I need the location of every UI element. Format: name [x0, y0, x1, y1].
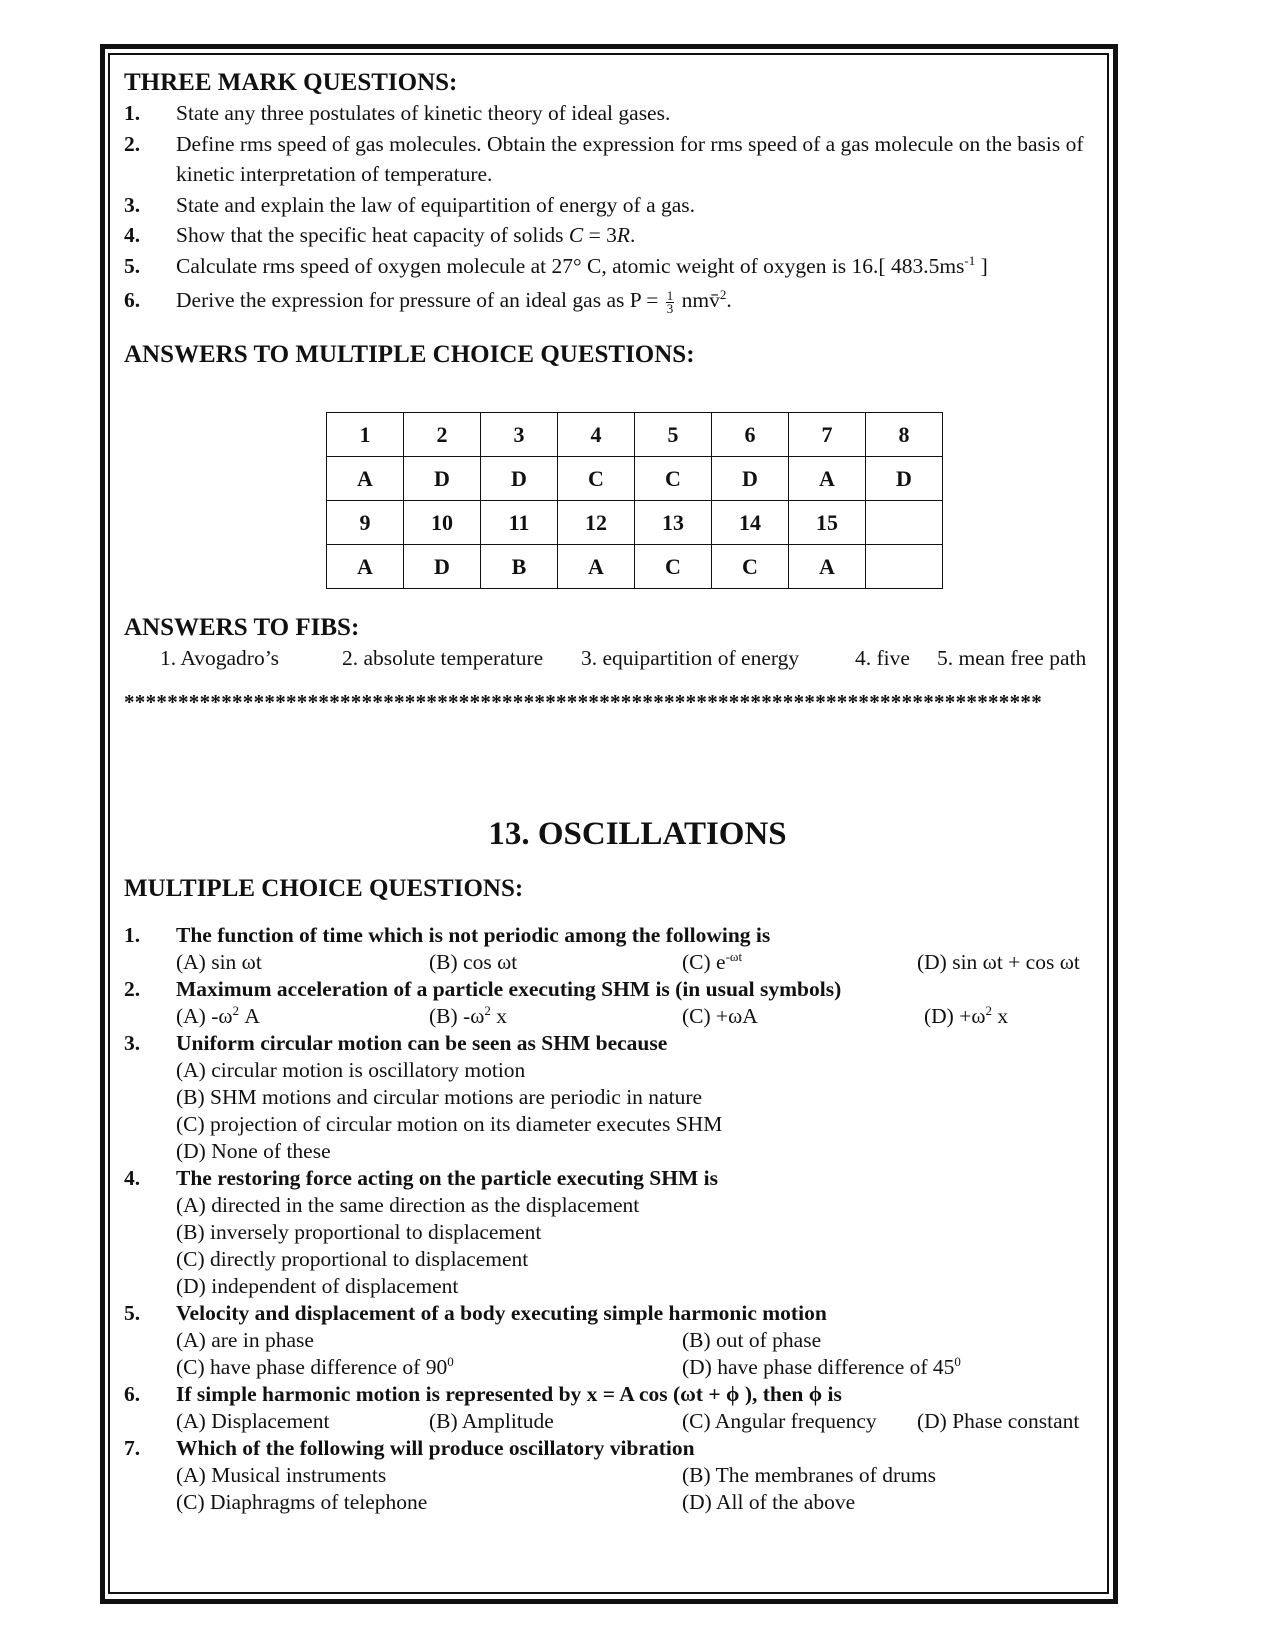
mcq-answers-heading: ANSWERS TO MULTIPLE CHOICE QUESTIONS:	[124, 340, 695, 368]
question-4: 4. Show that the specific heat capacity of solids C = 3R.	[124, 223, 636, 247]
three-mark-section	[124, 68, 1094, 370]
fib-answer: 4. five	[855, 646, 910, 670]
table-row: A D B A C C A	[327, 545, 943, 589]
table-row: 1 2 3 4 5 6 7 8	[327, 413, 943, 457]
fraction-one-third: $\frac{1}{3}$	[666, 287, 674, 316]
chapter-title: 13. OSCILLATIONS	[488, 816, 787, 852]
list-item: 2. Maximum acceleration of a particle executing SHM is (in usual symbols)	[124, 977, 842, 1001]
table-row: A D D C C D A D	[327, 457, 943, 501]
three-mark-heading: THREE MARK QUESTIONS:	[124, 69, 458, 96]
fib-answer: 5. mean free path	[937, 646, 1087, 670]
list-item: 1. The function of time which is not periodic among the following is	[124, 923, 771, 947]
mcq-answers-table	[326, 412, 943, 589]
mcq-list: 1. The function of time which is not periodic among the following is (A) sin ωt (B) cos ωt (C) $e^{-\omega t}$ (D) sin ωt + cos ωt 2. Maximum acceleration of a particle executing SHM is (in usual symbols) (A) $-\omega^2$ A (B) $-\omega^2$ x (C) +ωA $(D) +\omega^2$ x 3. Uniform circular motion can be seen as SHM because (A) circular motion is oscillatory motion (B) SHM motions and circular motions are periodic in nature (C) projection of circular motion on its diameter executes SHM (D) None of these 4. The restoring force acting on the particle executing SHM is (A) directed in the same direction as the displacement (B) inversely proportional to displacement (C) directly proportional to displacement (D) independent of displacement 5. Velocity and displacement of a body executing simple harmonic motion (A) are in phase (B) out of phase (C) have phase difference of $90^0$ (D) have phase difference of $45^0$ 6. If simple harmonic motion is represented by x = A cos (ωt + ϕ ), then ϕ is (A) Displacement (B) Amplitude (C) Angular frequency (D) Phase constant 7. Which of the following will produce oscillatory vibration (A) Musical instruments (B) The membranes of drums (C) Diaphragms of telephone (D) All of the above	[124, 922, 1114, 1516]
separator-line: *************************************************************************************	[124, 690, 1042, 714]
fib-answer: 2. absolute temperature	[342, 646, 544, 670]
fib-answer: 3. equipartition of energy	[581, 646, 800, 670]
list-item: 4. The restoring force acting on the particle executing SHM is	[124, 1166, 718, 1190]
table-row: 9 10 11 12 13 14 15	[327, 501, 943, 545]
fib-answers-heading: ANSWERS TO FIBS:	[124, 614, 360, 641]
list-item: 5. Velocity and displacement of a body executing simple harmonic motion	[124, 1301, 827, 1325]
list-item: 7. Which of the following will produce oscillatory vibration	[124, 1436, 695, 1460]
question-5: 5. Calculate rms speed of oxygen molecule at 27° C, atomic weight of oxygen is 16.[ $483.5ms^{-1}$ ]	[124, 252, 988, 278]
question-2: 2. Define rms speed of gas molecules. Obtain the expression for rms speed of a gas molecule on the basis of kinetic interpretation of temperature.	[124, 131, 1084, 186]
list-item: 3. Uniform circular motion can be seen as SHM because	[124, 1031, 668, 1055]
question-1: 1. State any three postulates of kinetic theory of ideal gases.	[124, 101, 671, 125]
mcq-heading: MULTIPLE CHOICE QUESTIONS:	[124, 875, 524, 902]
fib-answer: 1. Avogadro’s	[160, 646, 280, 670]
list-item: 6. If simple harmonic motion is represented by x = A cos (ωt + ϕ ), then ϕ is	[124, 1382, 842, 1406]
question-6: 6. Derive the expression for pressure of an ideal gas as P = $\frac{1}{3}$ nmv̄$^2$.	[124, 286, 732, 316]
question-3: 3. State and explain the law of equipartition of energy of a gas.	[124, 192, 696, 217]
